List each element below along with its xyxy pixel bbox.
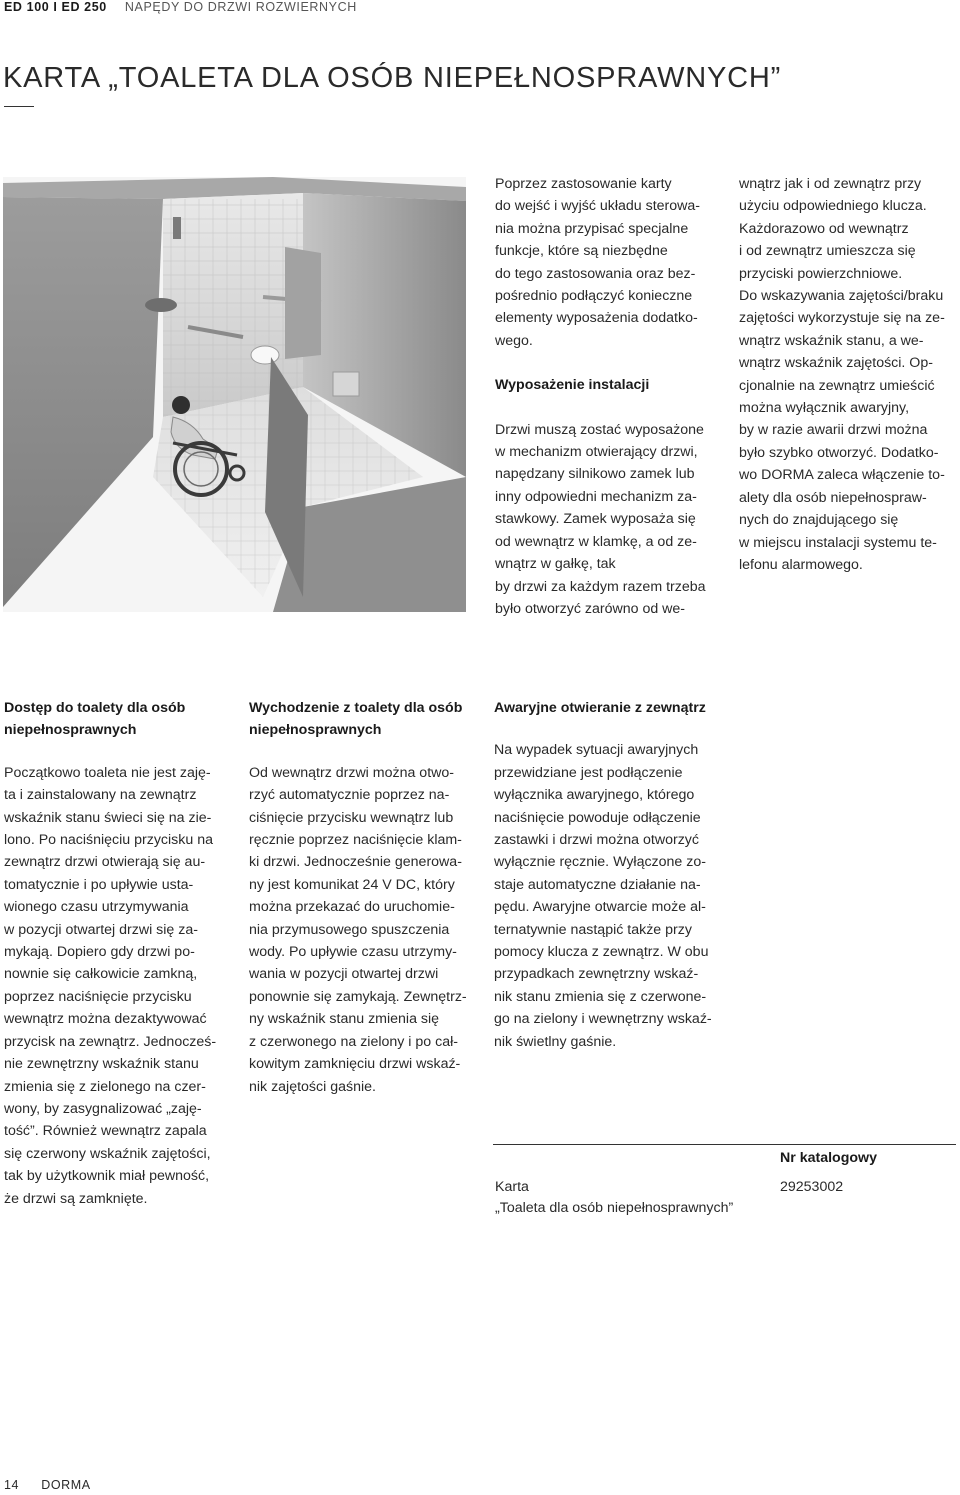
toilet-room-drawing <box>3 177 466 612</box>
intro-paragraph: Poprzez zastosowanie karty do wejść i wyjść układu sterowa- nia można przypisać specjalne funkcje, które są niezbędne do tego zastosowania oraz bez- pośrednio podłączyć konieczne elementy wyposażenia dodatko- wego. <box>495 176 701 349</box>
catalog-item-number: 29253002 <box>780 1179 844 1195</box>
exit-section <box>249 697 484 1098</box>
table-rule <box>493 1144 956 1145</box>
access-paragraph: Początkowo toaleta nie jest zaję- ta i zainstalowany na zewnątrz wskaźnik stanu świeci się na zie- lono. Po naciśnięciu przycisku na zewnątrz drzwi otwierają się au- tomatycznie i po upływie usta- wionego czasu utrzymywania w pozycji otwartej drzwi się za- mykają. Dopiero gdy drzwi po- nownie się całkowicie zamkną, poprzez naciśnięcie przycisku wewnątrz można dezaktywować przycisk na zewnątrz. Jednocześ- nie zewnętrzny wskaźnik stanu zmienia się z zielonego na czer- wony, by zasygnalizować „zaję- tość”. Również wewnątrz zapala się czerwony wskaźnik zajętości, tak by użytkownik miał pewność, że drzwi są zamknięte. <box>4 764 217 1207</box>
sink <box>145 298 177 312</box>
inner-door <box>285 247 321 359</box>
equipment-heading: Wyposażenie instalacji <box>495 377 650 394</box>
left-wall <box>3 197 163 607</box>
page-title: KARTA „TOALETA DLA OSÓB NIEPEŁNOSPRAWNYCH” <box>3 62 782 94</box>
emergency-paragraph: Na wypadek sytuacji awaryjnych przewidziane jest podłączenie wyłącznika awaryjnego, którego naciśnięcie powoduje odłączenie zastawki i drzwi można otworzyć wyłącznie ręcznie. Wyłączone zo- staje automatyczne działanie na- pędu. Awaryjne otwarcie może al- ternatywnie nastąpić także przy pomocy klucza z zewnątrz. W obu przypadkach zewnętrzny wskaź- nik stanu zmienia się z czerwone- go na zielony i wewnętrzny wskaź- nik świetlny gaśnie. <box>494 742 712 1050</box>
title-underline <box>4 106 34 107</box>
equipment-paragraph-continued: wnątrz jak i od zewnątrz przy użyciu odpowiedniego klucza. Każdorazowo od wewnątrz i od zewnątrz umieszcza się przyciski powierzchniowe. Do wskazywania zajętości/braku zajętości wykorzystuje się na ze- wnątrz wskaźnik stanu, a we- wnątrz wskaźnik zajętości. Op- cjonalnie na zewnątrz umieścić można wyłącznik awaryjny, by w razie awarii drzwi można było szybko otworzyć. Dodatko- wo DORMA zaleca włączenie to- alety dla osób niepełnospraw- nych do znajdującego się w miejscu instalacji systemu te- lefonu alarmowego. <box>739 176 945 573</box>
product-name: ED 100 I ED 250 <box>4 0 107 14</box>
intro-column-2 <box>739 173 959 576</box>
toilet-illustration <box>3 177 466 612</box>
catalog-item-label: Karta „Toaleta dla osób niepełnosprawnych” <box>495 1179 734 1216</box>
access-section <box>4 697 239 1210</box>
emergency-heading: Awaryjne otwieranie z zewnątrz <box>494 700 706 716</box>
page-number: 14 <box>4 1478 20 1492</box>
section-name: NAPĘDY DO DRZWI ROZWIERNYCH <box>124 0 357 14</box>
equipment-paragraph: Drzwi muszą zostać wyposażone w mechanizm otwierający drzwi, napędzany silnikowo zamek lub inny odpowiedni mechanizm za- stawkowy. Zamek wyposaża się od wewnątrz w klamkę, a od ze- wnątrz w gałkę, tak by drzwi za każdym razem trzeba było otworzyć zarówno od we- <box>495 421 706 617</box>
brand-name: DORMA <box>41 1478 91 1492</box>
emergency-section <box>494 697 729 1053</box>
intro-column-1 <box>495 173 720 620</box>
exit-heading: Wychodzenie z toalety dla osób niepełnosprawnych <box>249 700 463 739</box>
exit-paragraph: Od wewnątrz drzwi można otwo- rzyć automatycznie poprzez na- ciśnięcie przycisku wewnątrz lub ręcznie poprzez naciśnięcie klam- ki drzwi. Jednocześnie generowa- ny jest komunikat 24 V DC, który można przekazać do uruchomie- nia przymusowego spuszczenia wody. Po upływie czasu utrzymy- wania w pozycji otwartej drzwi ponownie się zamykają. Zewnętrz- ny wskaźnik stanu zmienia się z czerwonego na zielony i po cał- kowitym zamknięciu drzwi wskaź- nik zajętości gaśnie. <box>249 764 467 1095</box>
access-heading: Dostęp do toalety dla osób niepełnosprawnych <box>4 700 186 739</box>
page-footer <box>4 1478 91 1492</box>
page-header <box>4 0 357 14</box>
toilet-bowl <box>251 346 279 364</box>
catalog-number-header: Nr katalogowy <box>780 1150 877 1166</box>
